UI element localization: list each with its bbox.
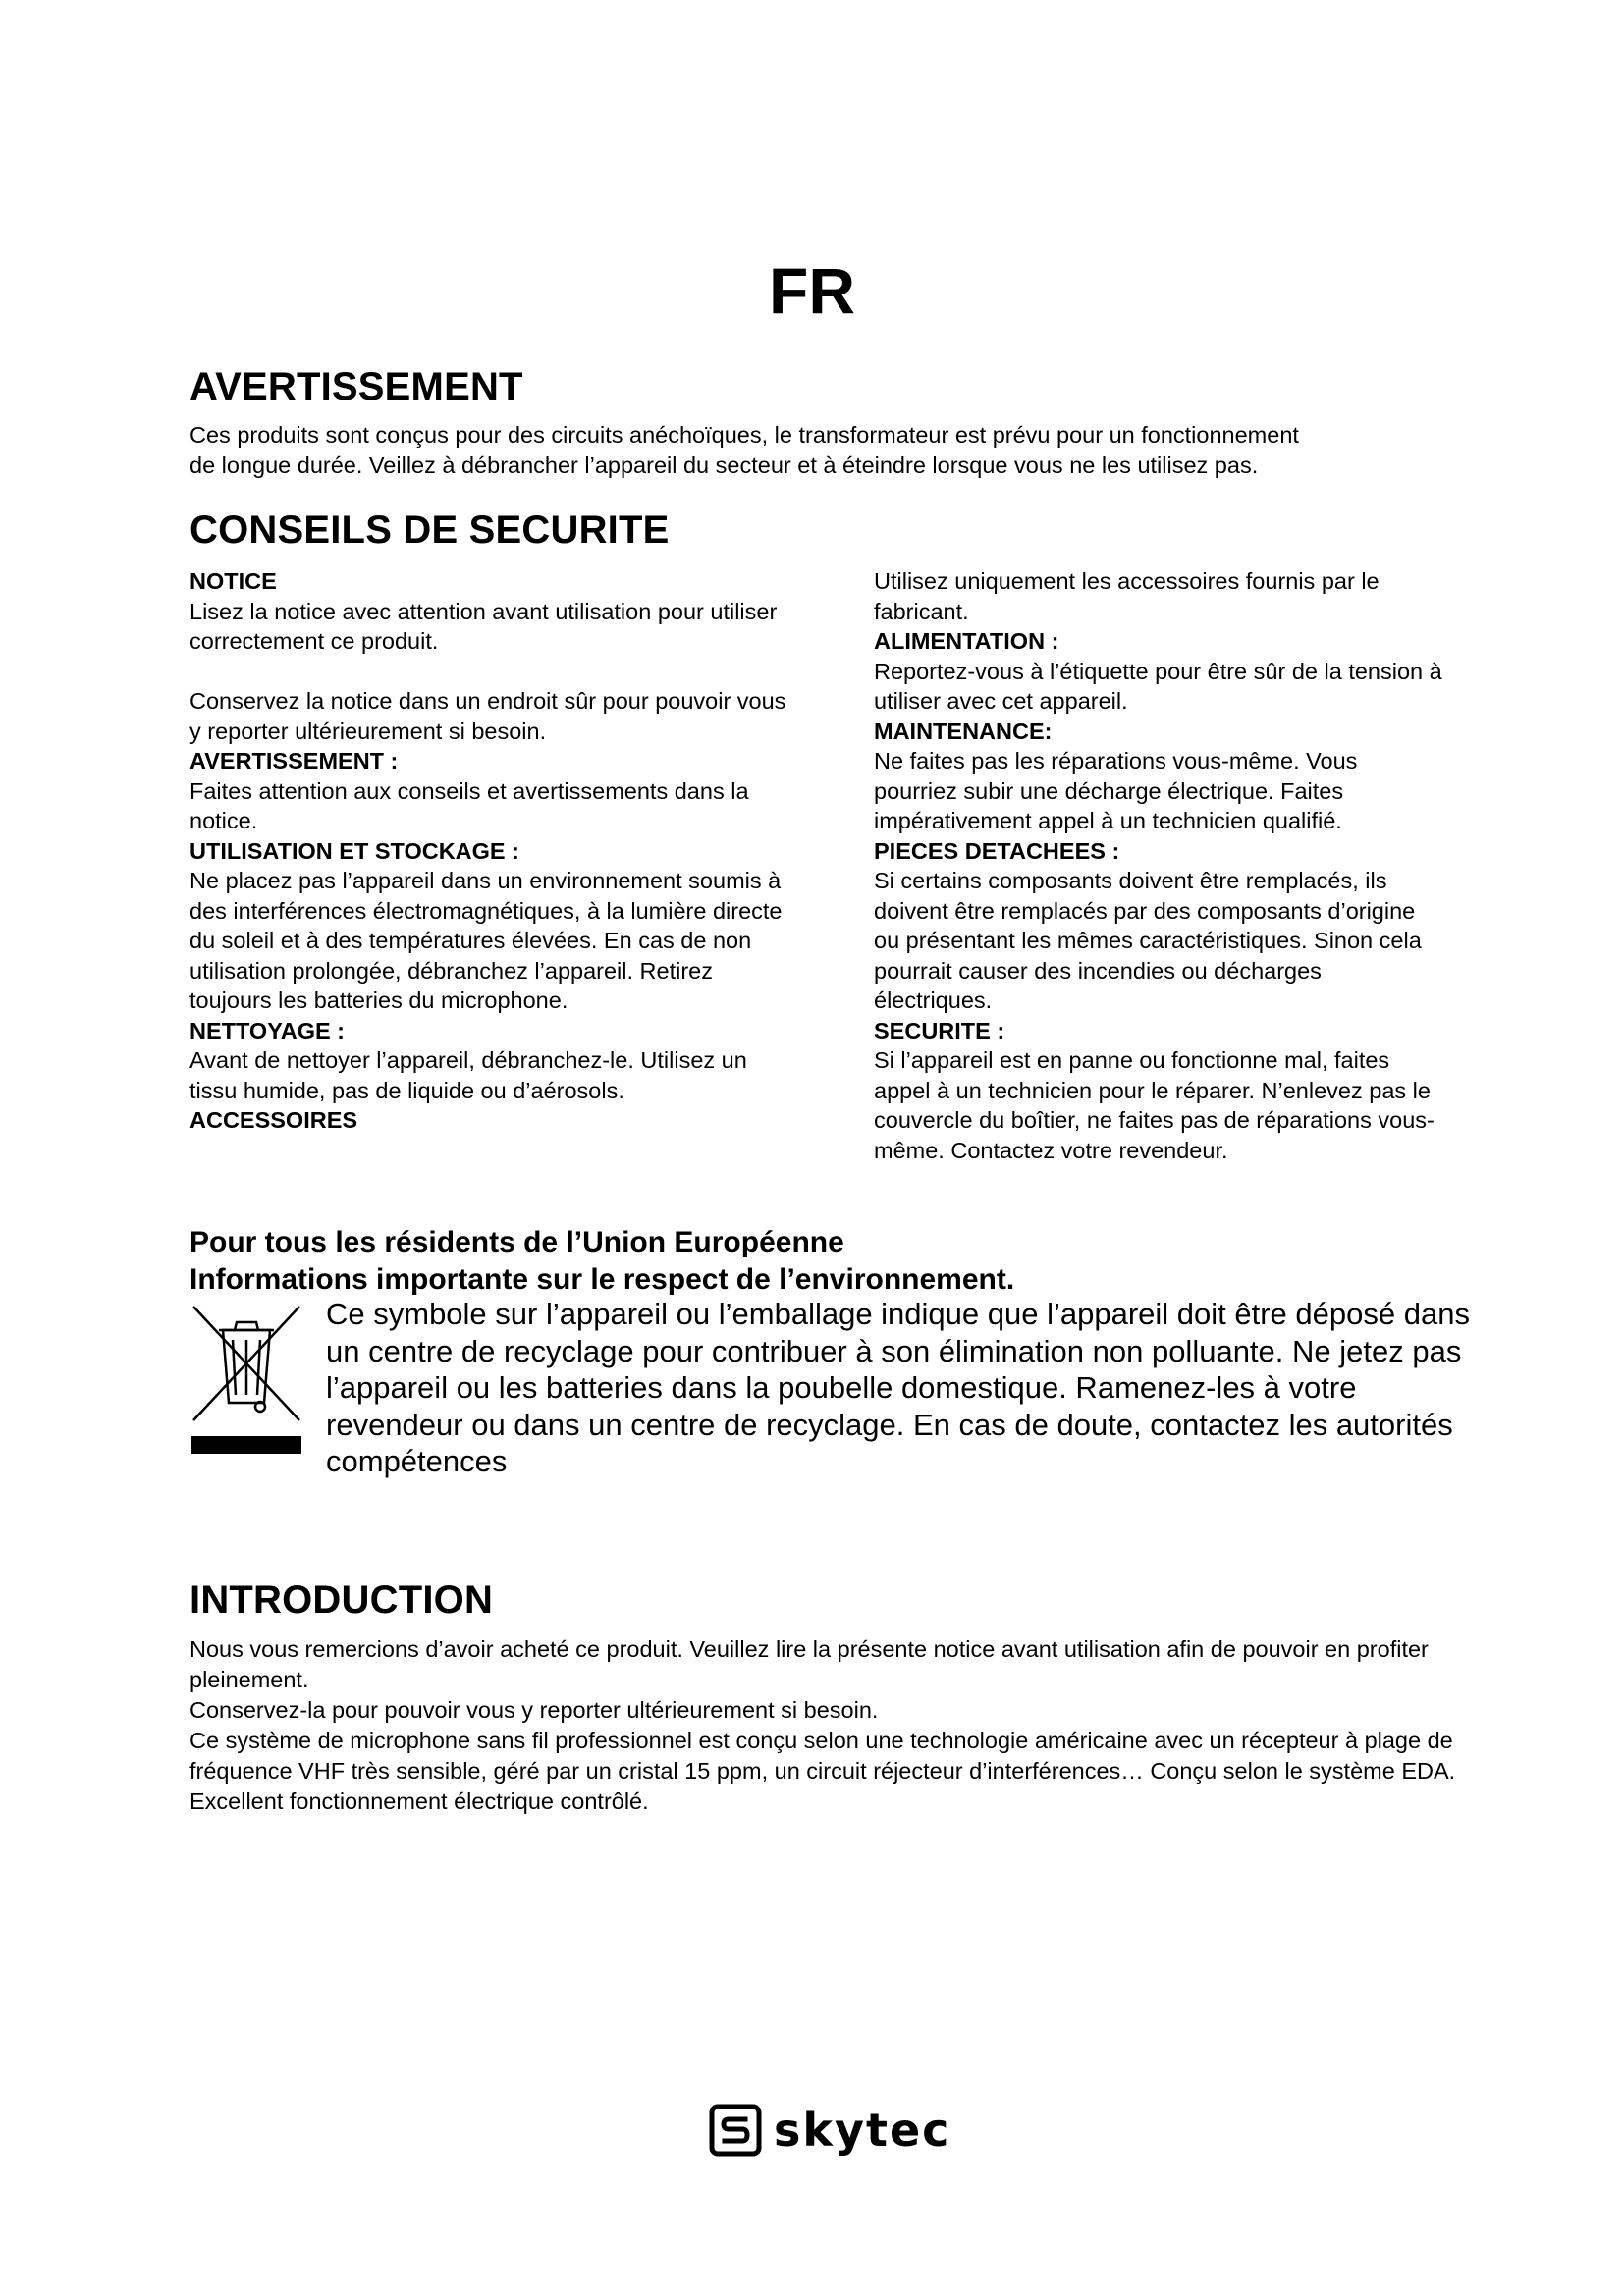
eu-heading-line-2: Informations importante sur le respect de l’environnement. xyxy=(189,1263,1015,1296)
notice-label: NOTICE xyxy=(189,568,277,594)
avertissement-text: Faites attention aux conseils et avertissements dans la notice. xyxy=(189,777,749,833)
maintenance-text: Ne faites pas les réparations vous-même. Vous pourriez subir une décharge électrique. Faites impérativement appel à un technicien qualifié. xyxy=(874,748,1358,833)
introduction-text xyxy=(189,1634,1466,1817)
intro-paragraph-2: Conservez-la pour pouvoir vous y reporter ultérieurement si besoin. xyxy=(189,1697,879,1723)
safety-heading: CONSEILS DE SECURITE xyxy=(189,508,670,552)
eu-heading-line-1: Pour tous les résidents de l’Union Européenne xyxy=(189,1226,844,1258)
warning-line-2: de longue durée. Veillez à débrancher l’appareil du secteur et à éteindre lorsque vous ne les utilisez pas. xyxy=(189,453,1259,478)
usage-text: Ne placez pas l’appareil dans un environnement soumis à des interférences électromagnétiques, à la lumière directe du soleil et à des températures élevées. En cas de non utilisation prolongée, débranchez l’appareil. Retirez toujours les batteries du microphone. xyxy=(189,868,783,1013)
eu-heading xyxy=(189,1224,1014,1299)
avertissement-label: AVERTISSEMENT : xyxy=(189,748,399,774)
intro-paragraph-3: Ce système de microphone sans fil professionnel est conçu selon une technologie américaine avec un récepteur à plage de fréquence VHF très sensible, géré par un cristal 15 ppm, un circuit réjecteur d’interférences… Conçu selon le système EDA. Excellent fonctionnement électrique contrôlé. xyxy=(189,1728,1456,1814)
security-label: SECURITE : xyxy=(874,1017,1005,1043)
introduction-heading: INTRODUCTION xyxy=(189,1578,494,1622)
crossed-out-wheelie-bin-icon xyxy=(189,1301,303,1458)
parts-label: PIECES DETACHEES : xyxy=(874,837,1120,864)
warning-text xyxy=(189,420,1466,481)
intro-paragraph-1: Nous vous remercions d’avoir acheté ce produit. Veuillez lire la présente notice avant utilisation afin de pouvoir en profiter pleinement. xyxy=(189,1636,1429,1692)
warning-line-1: Ces produits sont conçus pour des circuits anéchoïques, le transformateur est prévu pour un fonctionnement xyxy=(189,422,1299,448)
skytec-logo-icon xyxy=(709,2104,762,2157)
power-label: ALIMENTATION : xyxy=(874,628,1059,654)
safety-left-column xyxy=(189,566,788,1136)
parts-text: Si certains composants doivent être remplacés, ils doivent être remplacés par des composants d’origine ou présentant les mêmes caractéristiques. Sinon cela pourrait causer des incendies ou décharges électriques. xyxy=(874,868,1422,1013)
cleaning-label: NETTOYAGE : xyxy=(189,1017,346,1043)
maintenance-label: MAINTENANCE: xyxy=(874,718,1053,744)
page-language-label: FR xyxy=(769,254,855,327)
notice-text-2: Conservez la notice dans un endroit sûr pour pouvoir vous y reporter ultérieurement si besoin. xyxy=(189,688,786,744)
warning-heading: AVERTISSEMENT xyxy=(189,365,523,408)
brand-logo xyxy=(709,2101,950,2160)
safety-right-column xyxy=(874,566,1443,1165)
notice-text: Lisez la notice avec attention avant utilisation pour utiliser correctement ce produit. xyxy=(189,598,778,654)
cleaning-text: Avant de nettoyer l’appareil, débranchez-le. Utilisez un tissu humide, pas de liquide ou d’aérosols. xyxy=(189,1047,747,1103)
eu-recycling-text: Ce symbole sur l’appareil ou l’emballage indique que l’appareil doit être déposé dans un centre de recyclage pour contribuer à son élimination non polluante. Ne jetez pas l’appareil ou les batteries dans la poubelle domestique. Ramenez-les à votre revendeur ou dans un centre de recyclage. En cas de doute, contactez les autorités compétences xyxy=(326,1297,1470,1478)
accessories-text: Utilisez uniquement les accessoires fournis par le fabricant. xyxy=(874,568,1380,624)
brand-name: skytec xyxy=(774,2104,951,2157)
power-text: Reportez-vous à l’étiquette pour être sûr de la tension à utiliser avec cet appareil. xyxy=(874,658,1442,714)
accessories-label: ACCESSOIRES xyxy=(189,1107,358,1133)
usage-label: UTILISATION ET STOCKAGE : xyxy=(189,837,519,864)
security-text: Si l’appareil est en panne ou fonctionne mal, faites appel à un technicien pour le réparer. N’enlevez pas le couvercle du boîtier, ne faites pas de réparations vous-même. Contactez votre revendeur. xyxy=(874,1047,1435,1163)
